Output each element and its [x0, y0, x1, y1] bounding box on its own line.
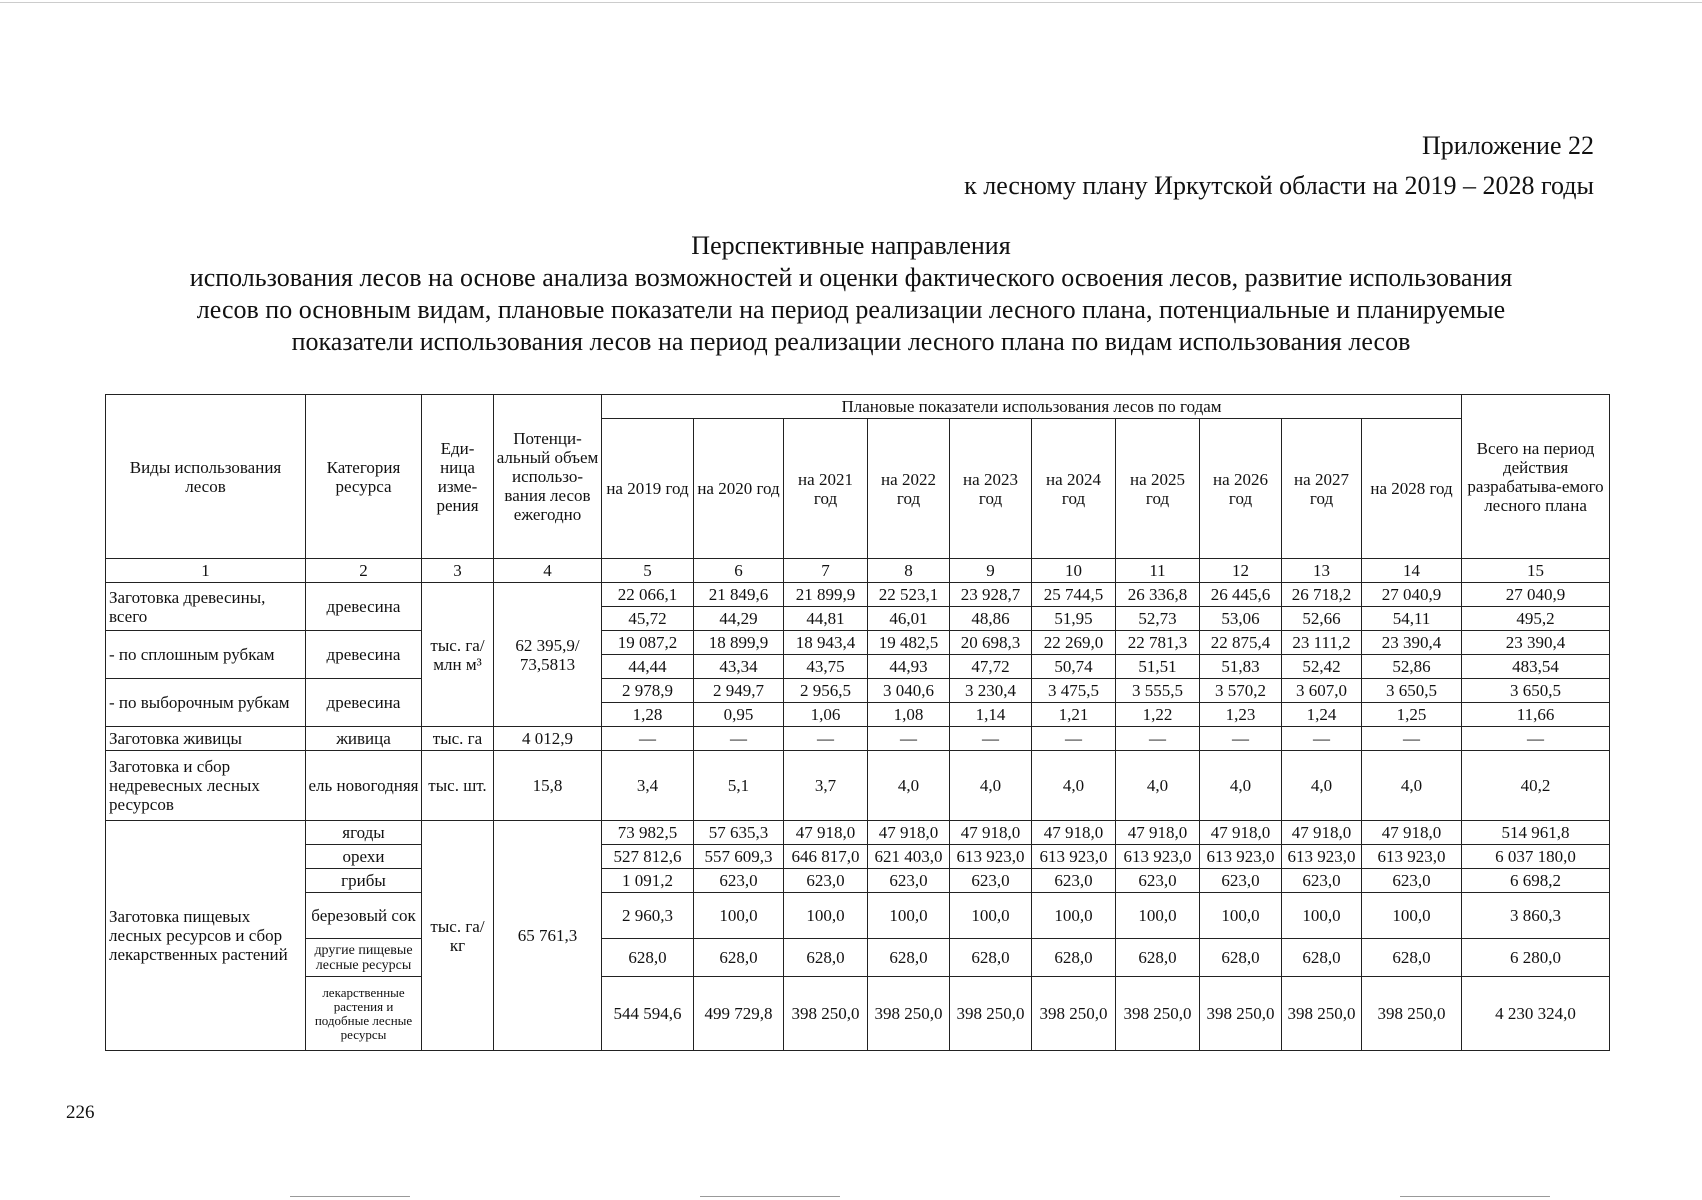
value-cell: 100,0	[784, 893, 868, 939]
table-row	[106, 821, 1610, 845]
value-cell: 628,0	[784, 939, 868, 977]
value-cell: 613 923,0	[950, 845, 1032, 869]
value-cell: 623,0	[1362, 869, 1462, 893]
total-cell: 495,2	[1462, 607, 1610, 631]
value-cell: 4,0	[1200, 751, 1282, 821]
value-cell: 47 918,0	[1362, 821, 1462, 845]
value-cell: 3 230,4	[950, 679, 1032, 703]
row-kind: Заготовка древесины, всего	[106, 583, 306, 631]
value-cell: 544 594,6	[602, 977, 694, 1051]
value-cell: 5,1	[694, 751, 784, 821]
value-cell: 22 875,4	[1200, 631, 1282, 655]
value-cell: 51,95	[1032, 607, 1116, 631]
value-cell: 1,23	[1200, 703, 1282, 727]
value-cell: 51,83	[1200, 655, 1282, 679]
value-cell: 2 949,7	[694, 679, 784, 703]
value-cell: 48,86	[950, 607, 1032, 631]
total-cell: 40,2	[1462, 751, 1610, 821]
value-cell: 4,0	[1282, 751, 1362, 821]
value-cell: 21 849,6	[694, 583, 784, 607]
document-title	[0, 230, 1702, 358]
row-category: лекарственные растения и подобные лесные ресурсы	[306, 977, 422, 1051]
row-category: древесина	[306, 631, 422, 679]
row-potential: 4 012,9	[494, 727, 602, 751]
row-unit: тыс. га	[422, 727, 494, 751]
value-cell: 1,06	[784, 703, 868, 727]
value-cell: 1,08	[868, 703, 950, 727]
appendix-reference: к лесному плану Иркутской области на 2019 – 2028 годы	[964, 171, 1594, 200]
header-unit: Еди-ница изме-рения	[422, 395, 494, 559]
value-cell: 398 250,0	[950, 977, 1032, 1051]
column-number: 6	[694, 559, 784, 583]
value-cell: 0,95	[694, 703, 784, 727]
scan-edge-line	[290, 1196, 410, 1197]
total-cell: 483,54	[1462, 655, 1610, 679]
value-cell: 23 390,4	[1362, 631, 1462, 655]
value-cell: 613 923,0	[1116, 845, 1200, 869]
value-cell: 26 336,8	[1116, 583, 1200, 607]
total-cell: 11,66	[1462, 703, 1610, 727]
value-cell: 50,74	[1032, 655, 1116, 679]
value-cell: 3 570,2	[1200, 679, 1282, 703]
value-cell: 623,0	[1200, 869, 1282, 893]
value-cell: —	[602, 727, 694, 751]
value-cell: 628,0	[1200, 939, 1282, 977]
row-category: ель новогодняя	[306, 751, 422, 821]
value-cell: —	[784, 727, 868, 751]
column-number-row	[106, 559, 1610, 583]
value-cell: 47 918,0	[1116, 821, 1200, 845]
value-cell: 26 445,6	[1200, 583, 1282, 607]
header-plan-group: Плановые показатели использования лесов по годам	[602, 395, 1462, 419]
value-cell: —	[950, 727, 1032, 751]
row-unit: тыс. га/ млн м³	[422, 583, 494, 727]
value-cell: 623,0	[784, 869, 868, 893]
total-cell: 23 390,4	[1462, 631, 1610, 655]
value-cell: 398 250,0	[1200, 977, 1282, 1051]
value-cell: 52,73	[1116, 607, 1200, 631]
column-number: 7	[784, 559, 868, 583]
value-cell: —	[1362, 727, 1462, 751]
forest-use-table	[105, 394, 1610, 1051]
column-number: 15	[1462, 559, 1610, 583]
value-cell: 613 923,0	[1032, 845, 1116, 869]
value-cell: 3 040,6	[868, 679, 950, 703]
scan-edge-line	[1400, 1196, 1550, 1197]
value-cell: 47 918,0	[1282, 821, 1362, 845]
row-kind: Заготовка живицы	[106, 727, 306, 751]
row-kind: - по сплошным рубкам	[106, 631, 306, 679]
value-cell: 54,11	[1362, 607, 1462, 631]
scan-edge-line	[0, 2, 1702, 3]
column-number: 10	[1032, 559, 1116, 583]
value-cell: 623,0	[1116, 869, 1200, 893]
value-cell: 2 960,3	[602, 893, 694, 939]
value-cell: 47 918,0	[868, 821, 950, 845]
column-number: 2	[306, 559, 422, 583]
value-cell: 20 698,3	[950, 631, 1032, 655]
total-cell: 27 040,9	[1462, 583, 1610, 607]
value-cell: 499 729,8	[694, 977, 784, 1051]
total-cell: 6 698,2	[1462, 869, 1610, 893]
row-potential: 15,8	[494, 751, 602, 821]
header-year: на 2024 год	[1032, 419, 1116, 559]
value-cell: 3 555,5	[1116, 679, 1200, 703]
value-cell: 21 899,9	[784, 583, 868, 607]
title-line-3: лесов по основным видам, плановые показатели на период реализации лесного плана, потенциальные и планируемые	[196, 295, 1506, 324]
value-cell: 3 607,0	[1282, 679, 1362, 703]
header-year: на 2025 год	[1116, 419, 1200, 559]
title-line-2: использования лесов на основе анализа возможностей и оценки фактического освоения лесов, развитие использования	[189, 263, 1513, 292]
scan-edge-line	[700, 1196, 840, 1197]
value-cell: 47 918,0	[784, 821, 868, 845]
value-cell: 628,0	[1032, 939, 1116, 977]
value-cell: 43,34	[694, 655, 784, 679]
value-cell: 100,0	[1116, 893, 1200, 939]
row-potential: 62 395,9/ 73,5813	[494, 583, 602, 727]
value-cell: 613 923,0	[1362, 845, 1462, 869]
row-category: другие пищевые лесные ресурсы	[306, 939, 422, 977]
column-number: 14	[1362, 559, 1462, 583]
value-cell: 398 250,0	[1032, 977, 1116, 1051]
column-number: 13	[1282, 559, 1362, 583]
total-cell: —	[1462, 727, 1610, 751]
value-cell: 557 609,3	[694, 845, 784, 869]
value-cell: 22 269,0	[1032, 631, 1116, 655]
value-cell: 100,0	[1362, 893, 1462, 939]
value-cell: 52,66	[1282, 607, 1362, 631]
row-category: орехи	[306, 845, 422, 869]
row-category: березовый сок	[306, 893, 422, 939]
value-cell: 18 899,9	[694, 631, 784, 655]
value-cell: 1,28	[602, 703, 694, 727]
value-cell: 47 918,0	[1200, 821, 1282, 845]
row-category: ягоды	[306, 821, 422, 845]
row-kind: Заготовка и сбор недревесных лесных ресурсов	[106, 751, 306, 821]
value-cell: 4,0	[1116, 751, 1200, 821]
table-row	[106, 583, 1610, 607]
value-cell: 100,0	[694, 893, 784, 939]
value-cell: 47 918,0	[950, 821, 1032, 845]
value-cell: 27 040,9	[1362, 583, 1462, 607]
value-cell: 25 744,5	[1032, 583, 1116, 607]
value-cell: 22 781,3	[1116, 631, 1200, 655]
value-cell: 4,0	[950, 751, 1032, 821]
appendix-number: Приложение 22	[1421, 131, 1594, 160]
value-cell: 398 250,0	[1282, 977, 1362, 1051]
value-cell: 628,0	[950, 939, 1032, 977]
total-cell: 4 230 324,0	[1462, 977, 1610, 1051]
value-cell: 623,0	[694, 869, 784, 893]
value-cell: 4,0	[1362, 751, 1462, 821]
value-cell: 1,22	[1116, 703, 1200, 727]
value-cell: 646 817,0	[784, 845, 868, 869]
value-cell: 623,0	[868, 869, 950, 893]
value-cell: —	[868, 727, 950, 751]
value-cell: 57 635,3	[694, 821, 784, 845]
value-cell: 3,4	[602, 751, 694, 821]
value-cell: 628,0	[868, 939, 950, 977]
value-cell: 1,25	[1362, 703, 1462, 727]
column-number: 5	[602, 559, 694, 583]
value-cell: 23 111,2	[1282, 631, 1362, 655]
total-cell: 3 650,5	[1462, 679, 1610, 703]
table-row	[106, 893, 1610, 939]
value-cell: 44,81	[784, 607, 868, 631]
value-cell: —	[694, 727, 784, 751]
column-number: 1	[106, 559, 306, 583]
value-cell: 53,06	[1200, 607, 1282, 631]
value-cell: 44,93	[868, 655, 950, 679]
table-row	[106, 869, 1610, 893]
value-cell: —	[1200, 727, 1282, 751]
value-cell: 43,75	[784, 655, 868, 679]
value-cell: 1 091,2	[602, 869, 694, 893]
column-number: 11	[1116, 559, 1200, 583]
page-number: 226	[66, 1102, 95, 1123]
header-category: Категория ресурса	[306, 395, 422, 559]
table-row	[106, 977, 1610, 1051]
value-cell: 100,0	[868, 893, 950, 939]
total-cell: 6 280,0	[1462, 939, 1610, 977]
value-cell: 628,0	[694, 939, 784, 977]
value-cell: 47 918,0	[1032, 821, 1116, 845]
value-cell: 623,0	[950, 869, 1032, 893]
row-kind: - по выборочным рубкам	[106, 679, 306, 727]
appendix-header	[964, 126, 1594, 206]
value-cell: 51,51	[1116, 655, 1200, 679]
value-cell: 628,0	[602, 939, 694, 977]
table-row	[106, 845, 1610, 869]
header-year: на 2023 год	[950, 419, 1032, 559]
value-cell: 2 978,9	[602, 679, 694, 703]
total-cell: 3 860,3	[1462, 893, 1610, 939]
column-number: 3	[422, 559, 494, 583]
header-year: на 2022 год	[868, 419, 950, 559]
value-cell: 398 250,0	[1116, 977, 1200, 1051]
value-cell: 628,0	[1282, 939, 1362, 977]
column-number: 9	[950, 559, 1032, 583]
row-category: древесина	[306, 583, 422, 631]
value-cell: 100,0	[1032, 893, 1116, 939]
header-year: на 2028 год	[1362, 419, 1462, 559]
column-number: 4	[494, 559, 602, 583]
value-cell: 3 475,5	[1032, 679, 1116, 703]
value-cell: 623,0	[1282, 869, 1362, 893]
value-cell: 100,0	[1282, 893, 1362, 939]
value-cell: 4,0	[868, 751, 950, 821]
column-number: 8	[868, 559, 950, 583]
value-cell: 18 943,4	[784, 631, 868, 655]
value-cell: 52,42	[1282, 655, 1362, 679]
header-year: на 2027 год	[1282, 419, 1362, 559]
table-row	[106, 727, 1610, 751]
header-row-1	[106, 395, 1610, 419]
value-cell: 47,72	[950, 655, 1032, 679]
header-year: на 2021 год	[784, 419, 868, 559]
table-body	[106, 395, 1610, 1051]
value-cell: 19 087,2	[602, 631, 694, 655]
value-cell: 100,0	[950, 893, 1032, 939]
value-cell: 3,7	[784, 751, 868, 821]
row-kind: Заготовка пищевых лесных ресурсов и сбор лекарственных растений	[106, 821, 306, 1051]
column-number: 12	[1200, 559, 1282, 583]
header-potential: Потенци-альный объем использо-вания лесов ежегодно	[494, 395, 602, 559]
row-unit: тыс. га/ кг	[422, 821, 494, 1051]
table-row	[106, 939, 1610, 977]
row-unit: тыс. шт.	[422, 751, 494, 821]
value-cell: 23 928,7	[950, 583, 1032, 607]
value-cell: 628,0	[1116, 939, 1200, 977]
value-cell: 19 482,5	[868, 631, 950, 655]
value-cell: 2 956,5	[784, 679, 868, 703]
table-row	[106, 631, 1610, 655]
header-year: на 2026 год	[1200, 419, 1282, 559]
value-cell: 1,21	[1032, 703, 1116, 727]
value-cell: 398 250,0	[1362, 977, 1462, 1051]
value-cell: 4,0	[1032, 751, 1116, 821]
header-year: на 2019 год	[602, 419, 694, 559]
value-cell: 398 250,0	[868, 977, 950, 1051]
value-cell: 22 066,1	[602, 583, 694, 607]
value-cell: 22 523,1	[868, 583, 950, 607]
row-category: древесина	[306, 679, 422, 727]
value-cell: —	[1116, 727, 1200, 751]
value-cell: 52,86	[1362, 655, 1462, 679]
row-category: живица	[306, 727, 422, 751]
table-row	[106, 679, 1610, 703]
header-total: Всего на период действия разрабатыва-емого лесного плана	[1462, 395, 1610, 559]
value-cell: 73 982,5	[602, 821, 694, 845]
table-row	[106, 751, 1610, 821]
value-cell: 1,24	[1282, 703, 1362, 727]
value-cell: 100,0	[1200, 893, 1282, 939]
value-cell: 44,44	[602, 655, 694, 679]
value-cell: 398 250,0	[784, 977, 868, 1051]
value-cell: 46,01	[868, 607, 950, 631]
value-cell: 26 718,2	[1282, 583, 1362, 607]
row-potential: 65 761,3	[494, 821, 602, 1051]
title-line-4: показатели использования лесов на период реализации лесного плана по видам использования лесов	[291, 327, 1411, 356]
value-cell: 3 650,5	[1362, 679, 1462, 703]
header-year: на 2020 год	[694, 419, 784, 559]
value-cell: 621 403,0	[868, 845, 950, 869]
value-cell: 44,29	[694, 607, 784, 631]
header-kind: Виды использования лесов	[106, 395, 306, 559]
value-cell: 1,14	[950, 703, 1032, 727]
value-cell: 527 812,6	[602, 845, 694, 869]
value-cell: —	[1032, 727, 1116, 751]
value-cell: —	[1282, 727, 1362, 751]
row-category: грибы	[306, 869, 422, 893]
total-cell: 514 961,8	[1462, 821, 1610, 845]
value-cell: 623,0	[1032, 869, 1116, 893]
value-cell: 628,0	[1362, 939, 1462, 977]
value-cell: 613 923,0	[1200, 845, 1282, 869]
value-cell: 613 923,0	[1282, 845, 1362, 869]
value-cell: 45,72	[602, 607, 694, 631]
title-line-1: Перспективные направления	[691, 231, 1011, 260]
total-cell: 6 037 180,0	[1462, 845, 1610, 869]
